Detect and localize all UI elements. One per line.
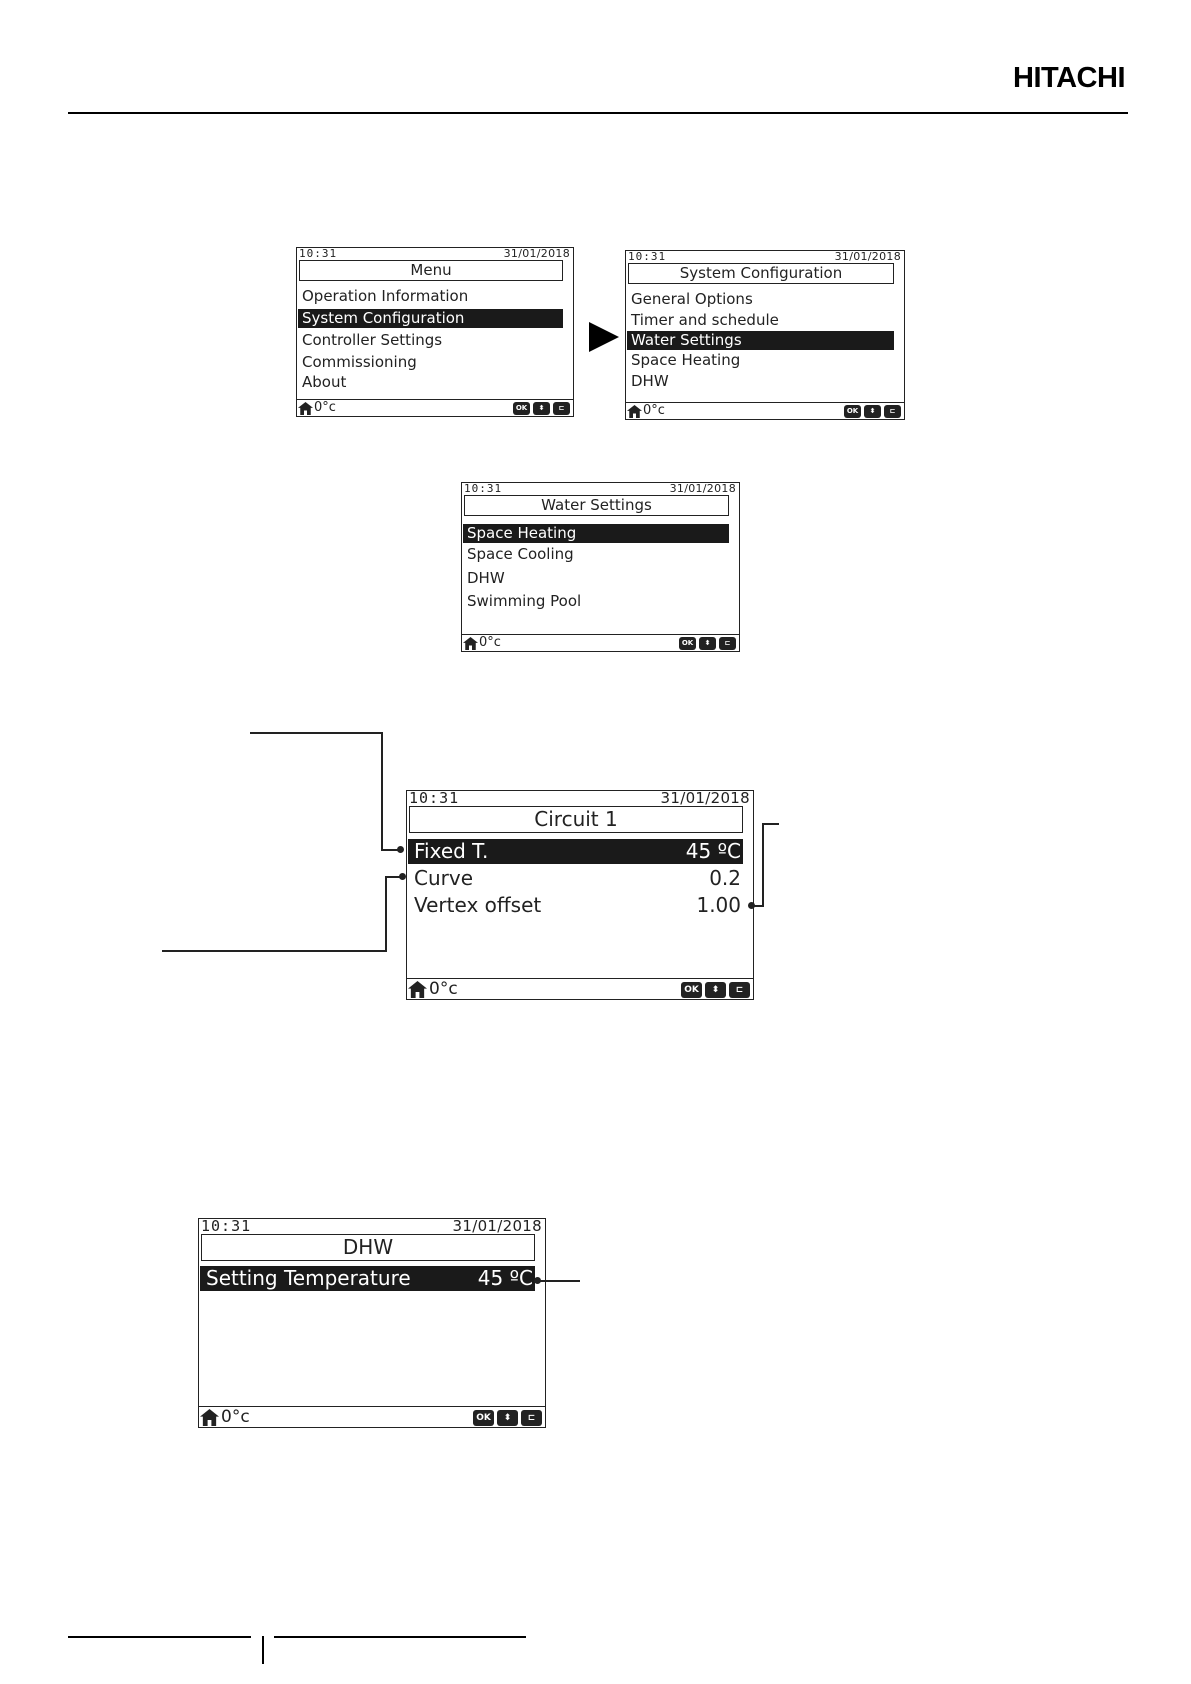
setting-row-vertex-offset[interactable] [408, 893, 743, 918]
clock-time: 10:31 [201, 1217, 252, 1235]
menu-item-controller-settings[interactable]: Controller Settings [302, 331, 443, 349]
up-down-arrows-icon[interactable]: ⬍ [705, 982, 726, 998]
up-down-arrows-icon[interactable]: ⬍ [864, 405, 881, 418]
menu-item-dhw[interactable]: DHW [631, 372, 669, 390]
setting-label: Setting Temperature [206, 1266, 411, 1290]
footer-rule-left [68, 1636, 251, 1638]
up-down-arrows-icon[interactable]: ⬍ [533, 402, 550, 415]
clock-time: 10:31 [299, 247, 338, 260]
callout-dot [397, 846, 404, 853]
back-icon[interactable]: ⊏ [729, 982, 750, 998]
screen-title: Menu [299, 260, 563, 281]
back-icon[interactable]: ⊏ [553, 402, 570, 415]
menu-item-swimming-pool[interactable]: Swimming Pool [467, 592, 582, 610]
screen-footer [407, 980, 753, 998]
callout-line-curve [162, 950, 387, 952]
setting-value: 1.00 [696, 893, 741, 917]
clock-date: 31/01/2018 [452, 1217, 542, 1235]
menu-item-about[interactable]: About [302, 373, 347, 391]
clock-date: 31/01/2018 [503, 247, 570, 260]
callout-line-vertex-offset [762, 823, 779, 825]
footer-divider-tick [262, 1636, 264, 1664]
setting-value: 45 ºC [477, 1266, 533, 1290]
home-icon[interactable] [298, 402, 313, 415]
arrow-right-icon [589, 322, 619, 352]
hitachi-logo: HITACHI [1013, 62, 1125, 94]
menu-item-dhw[interactable]: DHW [467, 569, 505, 587]
clock-time: 10:31 [628, 250, 667, 263]
clock-time: 10:31 [409, 789, 460, 807]
menu-item-space-heating[interactable]: Space Heating [463, 524, 729, 543]
footer-divider [297, 399, 573, 401]
screen-menu [296, 247, 574, 417]
back-icon[interactable]: ⊏ [521, 1410, 542, 1426]
menu-item-commissioning[interactable]: Commissioning [302, 353, 417, 371]
setting-label: Fixed T. [414, 839, 489, 863]
callout-line-vertex-offset [762, 823, 764, 907]
footer-divider [199, 1406, 545, 1408]
screen-title: DHW [201, 1234, 535, 1261]
ok-button-icon[interactable]: OK [473, 1410, 494, 1426]
menu-item-space-cooling[interactable]: Space Cooling [467, 545, 574, 563]
setting-label: Vertex offset [414, 893, 542, 917]
clock-time: 10:31 [464, 482, 503, 495]
menu-item-general-options[interactable]: General Options [631, 290, 753, 308]
screen-footer [462, 636, 739, 650]
ok-button-icon[interactable]: OK [513, 402, 530, 415]
status-bar [464, 483, 736, 495]
status-bar [201, 1219, 542, 1234]
outdoor-temp: 0°c [314, 400, 336, 415]
outdoor-temp: 0°c [479, 635, 501, 650]
menu-item-operation-information[interactable]: Operation Information [302, 287, 469, 305]
screen-title: Water Settings [464, 495, 729, 516]
callout-line-curve [385, 876, 387, 952]
footer-divider [462, 634, 739, 636]
callout-dot [399, 873, 406, 880]
outdoor-temp: 0°c [429, 979, 458, 999]
callout-line-setting-temperature [538, 1280, 580, 1282]
clock-date: 31/01/2018 [669, 482, 736, 495]
screen-water-settings [461, 482, 740, 652]
outdoor-temp: 0°c [643, 403, 665, 418]
clock-date: 31/01/2018 [834, 250, 901, 263]
ok-button-icon[interactable]: OK [679, 637, 696, 650]
menu-item-system-configuration[interactable]: System Configuration [298, 309, 563, 328]
callout-dot [534, 1277, 541, 1284]
home-icon[interactable] [627, 405, 642, 418]
screen-footer [297, 401, 573, 415]
home-icon[interactable] [408, 981, 427, 998]
screen-title: System Configuration [628, 263, 894, 284]
footer-divider [407, 978, 753, 980]
callout-line-fixed-t [381, 732, 383, 851]
setting-label: Curve [414, 866, 474, 890]
back-icon[interactable]: ⊏ [719, 637, 736, 650]
ok-button-icon[interactable]: OK [681, 982, 702, 998]
footer-divider [626, 402, 904, 404]
up-down-arrows-icon[interactable]: ⬍ [497, 1410, 518, 1426]
setting-row-curve[interactable] [408, 866, 743, 891]
back-icon[interactable]: ⊏ [884, 405, 901, 418]
callout-line-fixed-t [250, 732, 382, 734]
callout-dot [748, 902, 755, 909]
clock-date: 31/01/2018 [660, 789, 750, 807]
header-rule [68, 112, 1128, 114]
menu-item-space-heating[interactable]: Space Heating [631, 351, 741, 369]
setting-row-setting-temperature[interactable] [200, 1266, 535, 1291]
home-icon[interactable] [463, 637, 478, 650]
up-down-arrows-icon[interactable]: ⬍ [699, 637, 716, 650]
ok-button-icon[interactable]: OK [844, 405, 861, 418]
setting-value: 45 ºC [685, 839, 741, 863]
menu-item-water-settings[interactable]: Water Settings [627, 331, 894, 350]
screen-footer [199, 1408, 545, 1426]
setting-value: 0.2 [709, 866, 741, 890]
screen-system-configuration [625, 250, 905, 420]
screen-dhw [198, 1218, 546, 1428]
menu-item-timer-and-schedule[interactable]: Timer and schedule [631, 311, 779, 329]
status-bar [628, 251, 901, 263]
screen-title: Circuit 1 [409, 806, 743, 833]
home-icon[interactable] [200, 1409, 219, 1426]
outdoor-temp: 0°c [221, 1407, 250, 1427]
status-bar [299, 248, 570, 260]
screen-circuit-1 [406, 790, 754, 1000]
status-bar [409, 791, 750, 806]
screen-footer [626, 404, 904, 418]
setting-row-fixed-t[interactable] [408, 839, 743, 864]
footer-rule-right [274, 1636, 526, 1638]
